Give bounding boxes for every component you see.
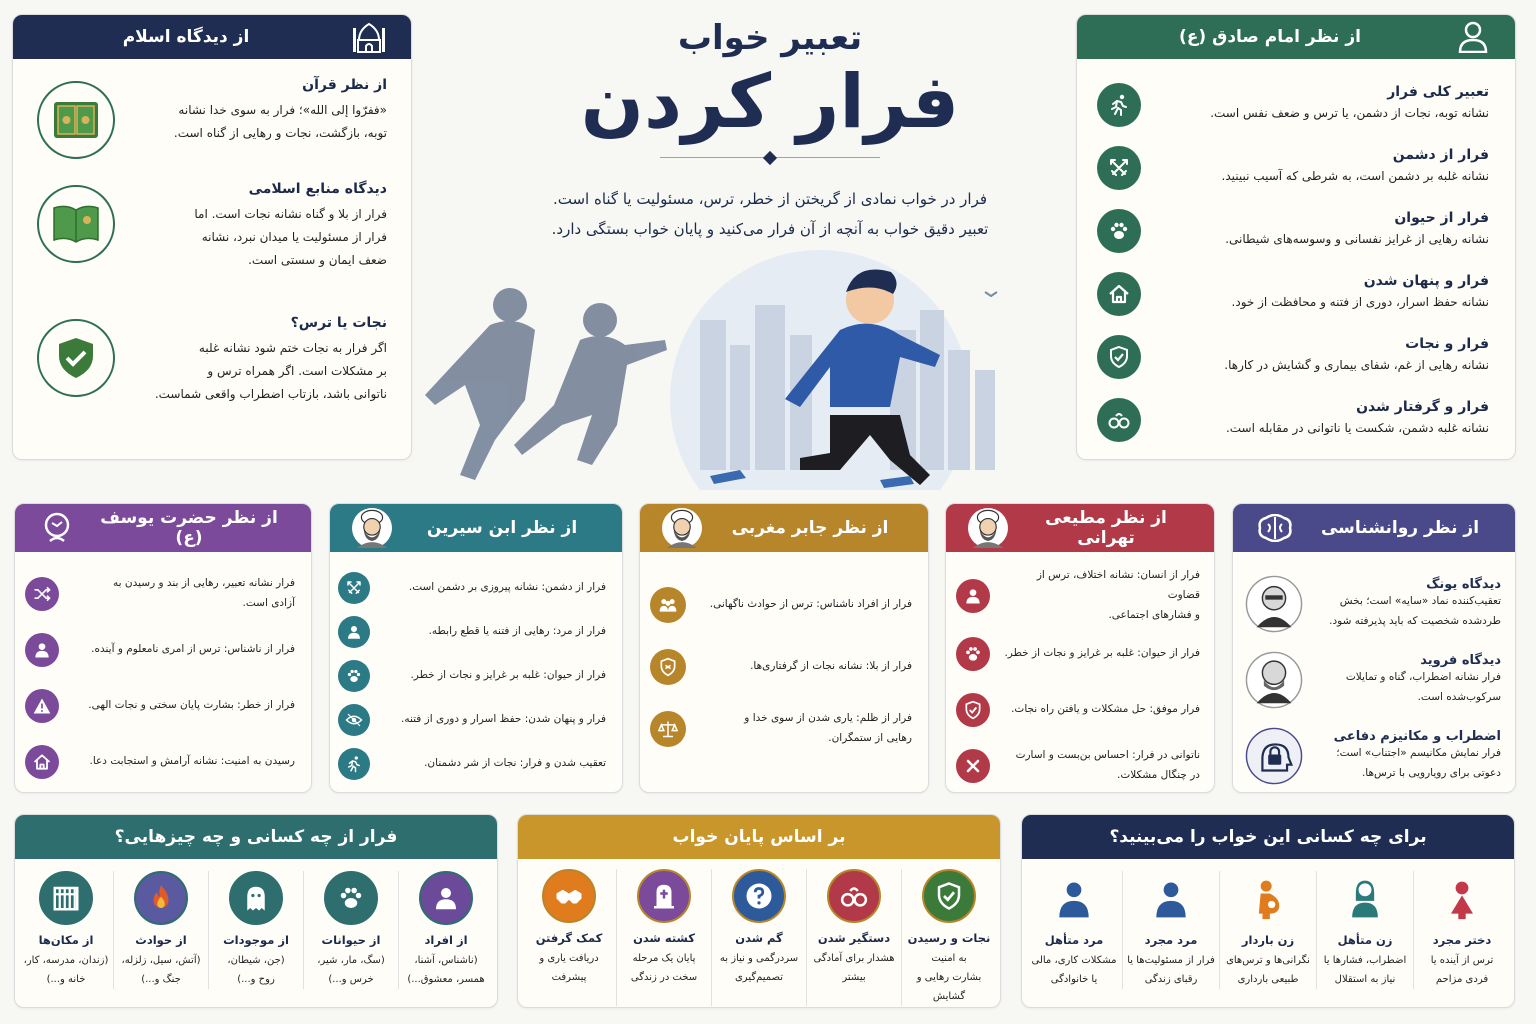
ending-item	[901, 869, 996, 1006]
swords-icon	[338, 572, 370, 604]
ending-item	[616, 869, 711, 1006]
sadiq-item-text: نشانه حفظ اسرار، دوری از فتنه و محافظت از خود.	[1231, 295, 1489, 310]
islam-item-title: نجات یا ترس؟	[290, 315, 387, 331]
fromwho-item-title: از مکان‌ها	[38, 933, 94, 947]
fromwho-item	[303, 871, 398, 989]
man-icon	[1149, 871, 1193, 927]
sirin-item	[338, 610, 606, 654]
yusuf-item	[25, 678, 295, 734]
sirin-card-title: از نظر ابن سیرین	[426, 518, 578, 538]
title-divider	[660, 153, 880, 163]
freud-portrait-icon	[1245, 651, 1303, 709]
motiei-item-line: فرار از انسان: نشانه اختلاف، ترس از قضاوت	[1036, 569, 1200, 601]
woman-icon	[1343, 871, 1387, 927]
fromwho-item-line: روح و...)	[237, 974, 275, 985]
islam-card-header	[13, 15, 411, 59]
whosees-item	[1316, 871, 1413, 989]
warning-icon	[25, 689, 59, 723]
sirin-item	[338, 654, 606, 698]
jaber-item	[650, 698, 912, 760]
whosees-item-line: مشکلات کاری، مالی	[1031, 955, 1117, 966]
sadiq-item	[1097, 388, 1489, 451]
yusuf-item	[25, 622, 295, 678]
sirin-item-text: فرار از مرد: رهایی از فتنه یا قطع رابطه.	[428, 625, 606, 638]
scholar-icon	[968, 508, 1008, 548]
sadiq-item	[1097, 262, 1489, 325]
running-icon	[338, 748, 370, 780]
ending-item-title: کشته شدن	[633, 931, 695, 945]
whosees-item-title: مرد مجرد	[1144, 933, 1198, 947]
psych-item-title: اضطراب و مکانیزم دفاعی	[1333, 728, 1501, 744]
question-icon	[732, 869, 786, 923]
ending-item-line: هشدار برای آمادگی	[813, 953, 895, 964]
handshake-icon	[542, 869, 596, 923]
shield-check-icon	[1097, 335, 1141, 379]
ending-item-line: بشارت رهایی و	[916, 972, 982, 983]
whosees-item-title: دختر مجرد	[1432, 933, 1492, 947]
whosees-item-line: نگرانی‌ها و ترس‌های	[1226, 955, 1310, 966]
people-icon	[650, 587, 686, 623]
x-icon	[956, 749, 990, 783]
jaber-card-header	[640, 504, 928, 552]
psych-item	[1245, 718, 1501, 793]
sadiq-item-title: فرار از دشمن	[1392, 147, 1489, 164]
ending-item-line: سردرگمی و نیاز به	[719, 953, 799, 964]
islam-item-line: «ففرّوا إلی الله»؛ فرار به سوی خدا نشانه	[178, 103, 387, 117]
handcuffs-icon	[827, 869, 881, 923]
yusuf-card	[14, 503, 312, 793]
jaber-card	[639, 503, 929, 793]
user-icon	[338, 616, 370, 648]
title-area	[520, 18, 1020, 163]
islam-item-line: فرار از بلا و گناه نشانه نجات است. اما	[194, 207, 387, 221]
jaber-item-line: رهایی از ستمگران.	[828, 732, 912, 744]
sadiq-item-text: نشانه رهایی از غم، شفای بیماری و گشایش در کارها.	[1224, 358, 1489, 373]
girl-icon	[1440, 871, 1484, 927]
sirin-card	[329, 503, 623, 793]
whosees-item	[1122, 871, 1219, 989]
islam-item-rescue	[37, 315, 387, 405]
yusuf-item	[25, 566, 295, 622]
shuffle-icon	[25, 577, 59, 611]
psych-card-title: از نظر روانشناسی	[1320, 518, 1480, 538]
islam-item-sources	[37, 181, 387, 315]
shield-check-icon	[956, 693, 990, 727]
psych-card-header	[1233, 504, 1515, 552]
sirin-item-text: فرار از حیوان: غلبه بر غرایز و نجات از خطر.	[410, 669, 606, 682]
islam-item-line: فرار از مسئولیت یا میدان نبرد، نشانه	[201, 229, 387, 244]
jaber-item-line: فرار از افراد ناشناس: ترس از حوادث ناگهانی.	[709, 598, 912, 611]
sirin-item-text: تعقیب شدن و فرار: نجات از شر دشمنان.	[424, 757, 606, 770]
islam-item-line: اگر فرار به نجات ختم شود نشانه غلبه	[198, 341, 387, 355]
whosees-card-title: برای چه کسانی این خواب را می‌بینید؟	[1109, 827, 1427, 847]
sadiq-item-title: فرار از حیوان	[1394, 210, 1489, 227]
psych-item-line: سرکوب‌شده است.	[1417, 690, 1501, 703]
fromwho-item-title: از حوادث	[135, 933, 187, 947]
ending-item	[711, 869, 806, 1006]
whosees-item-line: رقبای زندگی	[1144, 974, 1198, 985]
sirin-card-header	[330, 504, 622, 552]
islam-item-line: ناتوانی باشد، بازتاب اضطراب واقعی شماست.	[154, 386, 387, 401]
fromwho-item-title: از حیوانات	[321, 933, 381, 947]
whosees-card	[1021, 814, 1515, 1008]
ending-card-title: بر اساس پایان خواب	[672, 827, 846, 847]
scale-icon	[650, 711, 686, 747]
fromwho-card-title: فرار از چه کسانی و چه چیزهایی؟	[114, 827, 398, 847]
psych-item-line: دعوتی برای رویارویی با ترس‌ها.	[1361, 766, 1501, 779]
jaber-item	[650, 574, 912, 636]
home-icon	[25, 745, 59, 779]
motiei-item	[956, 626, 1200, 682]
motiei-item-line: فرار موفق: حل مشکلات و یافتن راه نجات.	[1011, 702, 1200, 715]
whosees-item-line: نیاز به استقلال	[1334, 974, 1396, 985]
fromwho-item-title: از افراد	[424, 933, 468, 947]
psych-item-title: دیدگاه فروید	[1420, 652, 1501, 668]
sadiq-card	[1076, 14, 1516, 460]
ending-item-line: گشایش	[932, 991, 966, 1002]
paw-icon	[338, 660, 370, 692]
sadiq-card-title: از نظر امام صادق (ع)	[1179, 27, 1361, 47]
ending-card	[517, 814, 1001, 1008]
sadiq-item-title: فرار و پنهان شدن	[1363, 273, 1489, 290]
shield-check-icon	[37, 319, 115, 397]
sadiq-item	[1097, 73, 1489, 136]
whosees-item-title: زن متأهل	[1337, 933, 1393, 947]
sirin-item	[338, 742, 606, 786]
psych-item-line: تعقیب‌کننده نماد «سایه» است؛ بخش	[1339, 594, 1501, 607]
sirin-item	[338, 566, 606, 610]
islam-card-title: از دیدگاه اسلام	[122, 27, 250, 47]
ending-card-header	[518, 815, 1000, 859]
ending-item-line: پیشرفت	[551, 972, 587, 983]
whosees-item-title: مرد متأهل	[1044, 933, 1104, 947]
whosees-item-line: طبیعی بارداری	[1237, 974, 1299, 985]
mosque-icon	[349, 17, 389, 57]
sadiq-item-text: نشانه غلبه دشمن، شکست یا ناتوانی در مقابله است.	[1225, 421, 1489, 436]
sadiq-card-header	[1077, 15, 1515, 59]
fromwho-item-line: (آتش، سیل، زلزله،	[121, 955, 201, 966]
shield-check-icon	[922, 869, 976, 923]
sirin-item-text: فرار از دشمن: نشانه پیروزی بر دشمن است.	[408, 581, 606, 594]
shield-icon	[650, 649, 686, 685]
scholar-icon	[662, 508, 702, 548]
islam-card	[12, 14, 412, 460]
motiei-item	[956, 682, 1200, 738]
jaber-item-line: فرار از ظلم: یاری شدن از سوی خدا و	[744, 712, 912, 725]
jaber-card-title: از نظر جابر مغربی	[731, 518, 889, 538]
fromwho-item-line: (جن، شیطان،	[227, 955, 285, 966]
head-profile-icon	[37, 508, 77, 548]
whosees-item-line: فردی مزاحم	[1435, 974, 1489, 985]
ending-item-line: دریافت یاری و	[539, 953, 599, 964]
motiei-item-line: فرار از حیوان: غلبه بر غرایز و نجات از خطر.	[1004, 646, 1200, 659]
hero-illustration	[400, 250, 1020, 490]
intro-text	[500, 184, 1040, 244]
islam-item-quran	[37, 77, 387, 181]
quran-icon	[37, 81, 115, 159]
motiei-item-line: در چنگال مشکلات.	[1117, 768, 1200, 781]
fromwho-item	[398, 871, 493, 989]
head-lock-icon	[1245, 727, 1303, 785]
tombstone-icon	[637, 869, 691, 923]
user-icon	[25, 633, 59, 667]
ending-item-line: سخت در زندگی	[630, 972, 698, 983]
fire-icon	[134, 871, 188, 925]
ending-item	[522, 869, 616, 1006]
ending-item-title: کمک گرفتن	[535, 931, 603, 945]
motiei-item	[956, 566, 1200, 626]
ending-item	[806, 869, 901, 1006]
whosees-card-header	[1022, 815, 1514, 859]
psych-item	[1245, 642, 1501, 718]
user-icon	[419, 871, 473, 925]
jaber-item-line: فرار از بلا: نشانه نجات از گرفتاری‌ها.	[750, 660, 912, 673]
whosees-item-line: یا خانوادگی	[1050, 974, 1098, 985]
whosees-item-title: زن باردار	[1241, 933, 1295, 947]
ending-item-line: تصمیم‌گیری	[734, 972, 784, 983]
fromwho-item-line: جنگ و...)	[141, 974, 181, 985]
fromwho-item-title: از موجودات	[223, 933, 289, 947]
yusuf-item-line: رسیدن به امنیت: نشانه آرامش و استجابت دعا.	[89, 755, 295, 768]
jaber-item	[650, 636, 912, 698]
jung-portrait-icon	[1245, 575, 1303, 633]
psych-item-title: دیدگاه یونگ	[1426, 576, 1501, 592]
yusuf-item-line: فرار از خطر: بشارت پایان سختی و نجات الهی.	[88, 699, 295, 712]
brain-icon	[1255, 508, 1295, 548]
psych-card	[1232, 503, 1516, 793]
fromwho-item-line: (سگ، مار، شیر،	[317, 955, 385, 966]
pregnant-icon	[1246, 871, 1290, 927]
fromwho-item-line: (زندان، مدرسه، کار،	[23, 955, 109, 966]
islam-item-line: بر مشکلات است. اگر همراه ترس و	[207, 363, 387, 378]
yusuf-item-line: فرار از ناشناس: ترس از امری نامعلوم و آینده.	[91, 643, 295, 656]
intro-line-2: تعبیر دقیق خواب به آنچه از آن فرار می‌کنید و پایان خواب بستگی دارد.	[551, 220, 989, 238]
yusuf-item	[25, 734, 295, 790]
whosees-item	[1219, 871, 1316, 989]
sadiq-item-title: تعبیر کلی فرار	[1387, 84, 1489, 101]
intro-line-1: فرار در خواب نمادی از گریختن از خطر، ترس، مسئولیت یا گناه است.	[552, 190, 988, 208]
paw-icon	[1097, 209, 1141, 253]
yusuf-item-line: آزادی است.	[242, 597, 295, 609]
swords-icon	[1097, 146, 1141, 190]
whosees-item-line: ترس از آینده یا	[1430, 955, 1494, 966]
fromwho-item-line: (ناشناس، آشنا،	[414, 955, 478, 966]
scholar-icon	[352, 508, 392, 548]
fromwho-card	[14, 814, 498, 1008]
yusuf-item-line: فرار نشانه تعبیر، رهایی از بند و رسیدن به	[112, 577, 295, 590]
islam-item-line: توبه، بازگشت، نجات و رهایی از گناه است.	[173, 125, 387, 140]
man-icon	[1052, 871, 1096, 927]
motiei-item	[956, 738, 1200, 793]
sadiq-item-text: نشانه غلبه بر دشمن است، به شرطی که آسیب نبینید.	[1221, 169, 1489, 184]
motiei-card-title: از نظر مطیعی تهرانی	[1045, 508, 1167, 548]
handcuffs-icon	[1097, 398, 1141, 442]
eye-icon	[338, 704, 370, 736]
motiei-item-line: ناتوانی در فرار: احساس بن‌بست و اسارت	[1015, 748, 1200, 761]
ghost-icon	[229, 871, 283, 925]
fromwho-item-line: همسر، معشوق...)	[407, 974, 485, 985]
psych-item-line: فرار نشانه اضطراب، گناه و تمایلات	[1345, 670, 1501, 683]
islam-item-line: ضعف ایمان و سستی است.	[248, 252, 387, 267]
running-scene-icon	[400, 250, 1020, 490]
sadiq-item	[1097, 199, 1489, 262]
whosees-item	[1026, 871, 1122, 989]
book-icon	[37, 185, 115, 263]
ending-item-line: به امنیت	[931, 953, 967, 964]
user-icon	[956, 579, 990, 613]
sadiq-item-title: فرار و گرفتار شدن	[1356, 399, 1489, 416]
whosees-item	[1413, 871, 1510, 989]
paw-icon	[324, 871, 378, 925]
psych-item-line: طردشده شخصیت که باید پذیرفته شود.	[1329, 614, 1501, 627]
fromwho-item-line: خرس و...)	[328, 974, 374, 985]
sadiq-item	[1097, 325, 1489, 388]
yusuf-card-title: از نظر حضرت یوسف (ع)	[100, 508, 278, 548]
title-big: فرار کردن	[580, 59, 960, 145]
fromwho-item-line: خانه و...)	[46, 974, 86, 985]
ending-item-title: نجات و رسیدن	[907, 931, 991, 945]
fromwho-item	[19, 871, 113, 989]
title-small: تعبیر خواب	[677, 18, 863, 58]
sirin-item-text: فرار و پنهان شدن: حفظ اسرار و دوری از فتنه.	[401, 713, 606, 726]
fromwho-card-header	[15, 815, 497, 859]
prison-icon	[39, 871, 93, 925]
sadiq-item	[1097, 136, 1489, 199]
house-icon	[1097, 272, 1141, 316]
ending-item-line: بیشتر	[842, 972, 866, 983]
sadiq-item-title: فرار و نجات	[1405, 336, 1489, 353]
motiei-card-header	[946, 504, 1214, 552]
psych-item-line: فرار نمایش مکانیسم «اجتناب» است؛	[1336, 746, 1501, 759]
fromwho-item	[113, 871, 208, 989]
running-icon	[1097, 83, 1141, 127]
fromwho-item	[208, 871, 303, 989]
motiei-item-line: و فشارهای اجتماعی.	[1108, 608, 1200, 621]
paw-icon	[956, 637, 990, 671]
person-icon	[1453, 17, 1493, 57]
yusuf-card-header	[15, 504, 311, 552]
islam-item-title: از نظر قرآن	[302, 77, 387, 93]
ending-item-title: گم شدن	[735, 931, 783, 945]
whosees-item-line: اضطراب، فشارها یا	[1323, 955, 1407, 966]
sirin-item	[338, 698, 606, 742]
motiei-card	[945, 503, 1215, 793]
sadiq-item-text: نشانه توبه، نجات از دشمن، یا ترس و ضعف نفس است.	[1210, 106, 1489, 121]
whosees-item-line: فرار از مسئولیت‌ها یا	[1127, 955, 1215, 966]
ending-item-line: پایان یک مرحله	[632, 953, 696, 964]
sadiq-item-text: نشانه رهایی از غرایز نفسانی و وسوسه‌های شیطانی.	[1225, 232, 1489, 247]
psych-item	[1245, 566, 1501, 642]
ending-item-title: دستگیر شدن	[817, 931, 891, 945]
islam-item-title: دیدگاه منابع اسلامی	[248, 181, 387, 197]
